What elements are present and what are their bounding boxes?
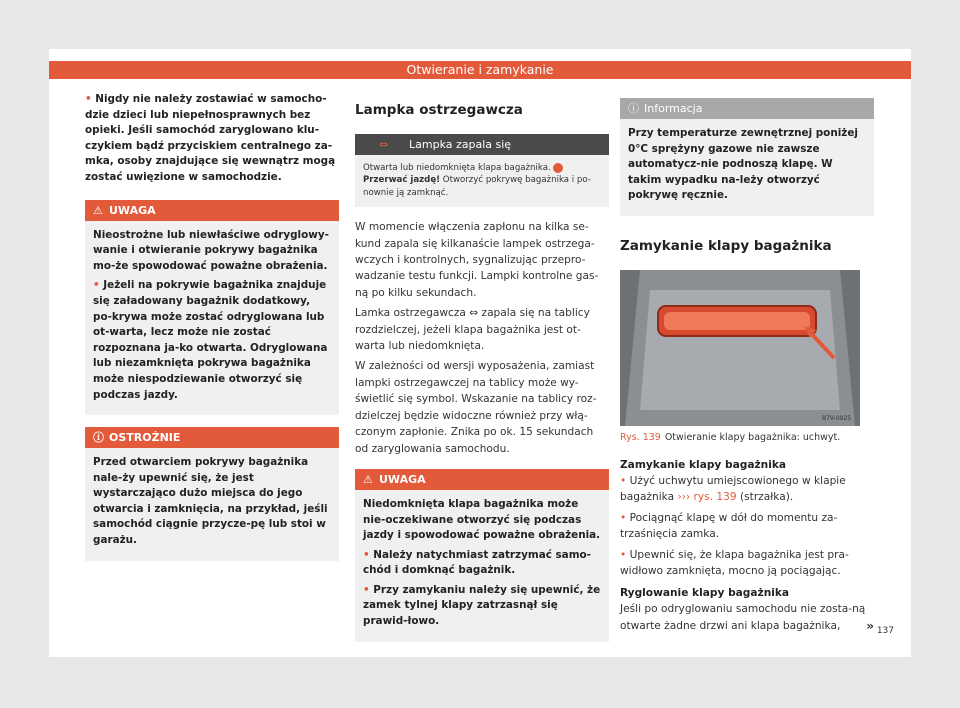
subheading-locking: Ryglowanie klapy bagażnika <box>620 587 790 600</box>
warning-box-title: ⚠ UWAGA <box>355 469 609 490</box>
caution-box-title: ⓘ OSTROŻNIE <box>85 427 339 448</box>
info-box <box>620 98 874 216</box>
intro-bullet: • Nigdy nie należy zostawiać w samocho-dzie dzieci lub niepełnosprawnych bez opieki. Jeśli samochód zaryglowano klu-czykiem bądź przyciskiem centralnego za-mka, osoby znajdujące się wewnątrz mogą zostać uwięzione w samochodzie. <box>85 93 336 183</box>
column-3 <box>620 90 874 638</box>
figure-trunk-handle <box>620 270 860 426</box>
warning-text: Nieostrożne lub niewłaściwe odryglowy-wanie i otwieranie pokrywy bagażnika mo-że spowodować poważne obrażenia. <box>93 228 329 272</box>
closing-step-3: • Upewnić się, że klapa bagażnika jest pra-widłowo zamknięta, mocno ją pociągając. <box>620 548 849 577</box>
figure-code: B7V-0925 <box>822 414 852 422</box>
warning-box-title: ⚠ UWAGA <box>85 200 339 221</box>
bullet-icon: • <box>93 279 100 292</box>
manual-page <box>49 49 911 657</box>
lamp-box: ⇔ Lampka zapala się Otwarta lub niedomknięta klapa bagażnika. Przerwać jazdę! Otworzyć pokrywę bagażnika i po-nownie ją zamknąć. <box>355 134 609 207</box>
figure-caption: Rys. 139 Otwieranie klapy bagażnika: uchwyt. <box>620 431 841 443</box>
paragraph-2: Lamka ostrzegawcza ⇔ zapala się na tablicy rozdzielczej, jeżeli klapa bagażnika jest ot-warta lub niedomknięta. <box>355 307 590 353</box>
warning-bullet-2: • Przy zamykaniu należy się upewnić, że zamek tylnej klapy zatrzasnął się prawid-łowo. <box>363 583 601 628</box>
figure-link[interactable]: ››› rys. 139 <box>677 491 737 504</box>
car-open-trunk-icon: ⇔ <box>379 138 389 151</box>
paragraph-1: W momencie włączenia zapłonu na kilka se-kund zapala się kilkanaście lampek ostrzega-wczych i kontrolnych, sygnalizując przepro-wadzanie testu funkcji. Lampki kontrolne gas-ną po kilku sekundach. <box>355 221 599 299</box>
page-number: 137 <box>876 626 894 636</box>
info-circle-icon: ⓘ <box>93 431 104 445</box>
warning-text: Niedomknięta klapa bagażnika może nie-oczekiwane otworzyć się podczas jazdy i spowodować poważne obrażenia. <box>363 497 601 542</box>
section-heading: Lampka ostrzegawcza <box>355 102 523 118</box>
info-text: Przy temperaturze zewnętrznej poniżej 0°C sprężyny gazowe nie zawsze automatycz-nie podnoszą klapę. W takim wypadku na-leży otworzyć pokrywę ręcznie. <box>628 127 858 202</box>
warning-triangle-icon: ⚠ <box>363 472 373 486</box>
column-1 <box>85 90 339 561</box>
bullet-icon: • <box>363 583 370 596</box>
warning-bullet: • Jeżeli na pokrywie bagażnika znajduje się załadowany bagażnik dodatkowy, po-krywa może zostać odryglowana lub ot-warta, lecz może nie zostać rozpoznana ja-ko otwarta. Odryglowana lub niezamknięta pokrywa bagażnika może niespodziewanie otworzyć się podczas jazdy. <box>93 279 328 401</box>
trunk-illustration <box>620 270 860 426</box>
warning-box-2 <box>355 469 609 642</box>
bullet-icon: • <box>85 93 92 105</box>
warning-triangle-icon: ⚠ <box>93 203 103 217</box>
lamp-box-title: ⇔ Lampka zapala się <box>355 134 609 155</box>
bullet-icon: • <box>620 548 627 561</box>
info-box-title: ⓘ Informacja <box>620 98 874 119</box>
bullet-icon: • <box>363 548 370 561</box>
stop-lamp-icon <box>553 163 563 173</box>
subheading-closing: Zamykanie klapy bagażnika <box>620 458 787 471</box>
column-2 <box>355 90 609 642</box>
section-heading: Zamykanie klapy bagażnika <box>620 237 832 254</box>
paragraph-3: W zależności od wersji wyposażenia, zamiast lampki ostrzegawczej na tablicy może wy-świetlić się symbol. Wskazanie na tablicy roz-dzielczej będzie widoczne również przy włą-czonym zapłonie. Znika po ok. 15 sekundach od zaryglowania samochodu. <box>355 360 597 455</box>
continue-marker: » <box>866 618 874 633</box>
closing-step-2: • Pociągnąć klapę w dół do momentu za-trzaśnięcia zamka. <box>620 511 838 541</box>
info-square-icon: ⓘ <box>628 102 639 115</box>
bullet-icon: • <box>620 511 627 524</box>
caution-text: Przed otwarciem pokrywy bagażnika nale-ży upewnić się, że jest wystarczająco dużo miejsca do jego otwarcia i zamknięcia, na przykład, jeśli samochód ciągnie przycze-pę lub stoi w garażu. <box>93 456 328 547</box>
warning-bullet-1: • Należy natychmiast zatrzymać samo-chód i domknąć bagażnik. <box>363 548 591 577</box>
warning-box <box>85 200 339 416</box>
locking-paragraph: Jeśli po odryglowaniu samochodu nie zosta-ną otwarte żadne drzwi ani klapa bagażnika, » <box>620 603 874 633</box>
bullet-icon: • <box>620 474 627 487</box>
closing-step-1: • Użyć uchwytu umiejscowionego w klapie bagażnika ››› rys. 139 (strzałka). <box>620 474 846 504</box>
page-header: Otwieranie i zamykanie <box>49 61 911 79</box>
car-open-trunk-icon: ⇔ <box>469 307 479 320</box>
caution-box <box>85 427 339 561</box>
